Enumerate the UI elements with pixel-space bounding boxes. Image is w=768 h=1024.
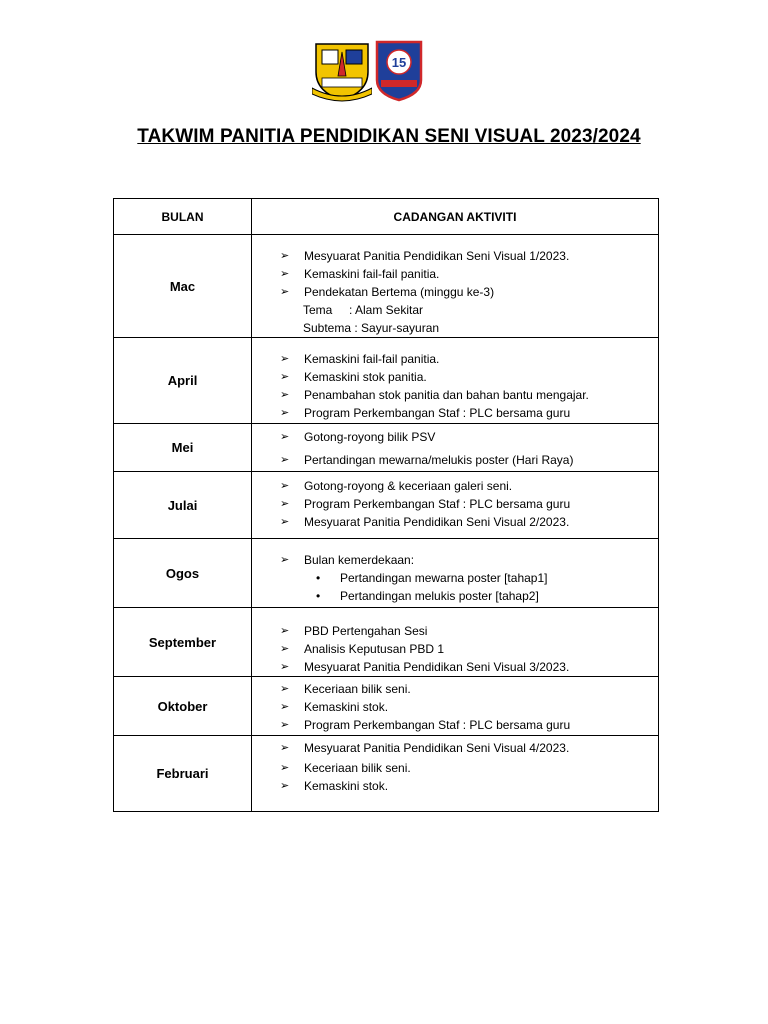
- activity-item: ➢ Analisis Keputusan PBD 1: [280, 642, 445, 656]
- activity-item: ➢ Mesyuarat Panitia Pendidikan Seni Visual 1/2023.: [280, 249, 570, 263]
- arrow-bullet-icon: ➢: [280, 780, 290, 792]
- arrow-bullet-icon: ➢: [280, 625, 290, 637]
- activities-cell: [252, 472, 659, 539]
- arrow-bullet-icon: ➢: [280, 431, 290, 443]
- activity-item: ➢ Keceriaan bilik seni.: [280, 682, 411, 696]
- svg-text:15: 15: [391, 55, 407, 70]
- month-cell: Ogos: [114, 539, 252, 608]
- arrow-bullet-icon: ➢: [280, 250, 290, 262]
- arrow-bullet-icon: ➢: [280, 407, 290, 419]
- arrow-bullet-icon: ➢: [280, 371, 290, 383]
- activities-cell: [252, 424, 659, 472]
- table-row: [114, 608, 659, 677]
- table-header-row: [114, 199, 659, 235]
- arrow-bullet-icon: ➢: [280, 683, 290, 695]
- arrow-bullet-icon: ➢: [280, 498, 290, 510]
- month-cell: Mei: [114, 424, 252, 472]
- activity-item: ➢ Penambahan stok panitia dan bahan bantu mengajar.: [280, 388, 589, 402]
- column-header-bulan: BULAN: [114, 199, 252, 235]
- activity-item: ➢ Pertandingan mewarna/melukis poster (Hari Raya): [280, 453, 574, 467]
- activity-item: ➢ Gotong-royong bilik PSV: [280, 430, 436, 444]
- month-cell: Februari: [114, 736, 252, 812]
- activity-item: ➢ Kemaskini fail-fail panitia.: [280, 267, 440, 281]
- table-row: [114, 235, 659, 338]
- activity-item: ➢ Program Perkembangan Staf : PLC bersama guru: [280, 406, 571, 420]
- subtema-line: Subtema : Sayur-sayuran: [303, 321, 440, 335]
- activity-item: ➢ Program Perkembangan Staf : PLC bersama guru: [280, 497, 571, 511]
- month-cell: September: [114, 608, 252, 677]
- activities-cell: [252, 677, 659, 736]
- column-header-cadangan-aktiviti: CADANGAN AKTIVITI: [252, 199, 659, 235]
- month-cell: Oktober: [114, 677, 252, 736]
- arrow-bullet-icon: ➢: [280, 389, 290, 401]
- sub-activity-item: • Pertandingan melukis poster [tahap2]: [316, 589, 539, 603]
- activities-cell: [252, 539, 659, 608]
- activities-cell: [252, 608, 659, 677]
- arrow-bullet-icon: ➢: [280, 742, 290, 754]
- arrow-bullet-icon: ➢: [280, 719, 290, 731]
- activities-cell: [252, 235, 659, 338]
- arrow-bullet-icon: ➢: [280, 286, 290, 298]
- activity-item: ➢ Gotong-royong & keceriaan galeri seni.: [280, 479, 513, 493]
- sk-parit-hasan-badge-logo: [375, 38, 423, 102]
- activity-item: ➢ Keceriaan bilik seni.: [280, 761, 411, 775]
- activity-item: ➢ Pendekatan Bertema (minggu ke-3): [280, 285, 495, 299]
- activity-item: ➢ Kemaskini stok.: [280, 700, 389, 714]
- arrow-bullet-icon: ➢: [280, 454, 290, 466]
- activity-item: ➢ Bulan kemerdekaan:: [280, 553, 415, 567]
- arrow-bullet-icon: ➢: [280, 554, 290, 566]
- activity-item: ➢ Program Perkembangan Staf : PLC bersama guru: [280, 718, 571, 732]
- calendar-table: [113, 198, 659, 812]
- activities-cell: [252, 338, 659, 424]
- table-row: [114, 472, 659, 539]
- sub-activity-item: • Pertandingan mewarna poster [tahap1]: [316, 571, 548, 585]
- activities-cell: [252, 736, 659, 812]
- arrow-bullet-icon: ➢: [280, 701, 290, 713]
- arrow-bullet-icon: ➢: [280, 268, 290, 280]
- table-row: [114, 736, 659, 812]
- arrow-bullet-icon: ➢: [280, 353, 290, 365]
- table-row: [114, 424, 659, 472]
- month-cell: April: [114, 338, 252, 424]
- month-cell: Julai: [114, 472, 252, 539]
- school-logos: [312, 38, 462, 104]
- activity-item: ➢ Kemaskini fail-fail panitia.: [280, 352, 440, 366]
- activity-item: ➢ Mesyuarat Panitia Pendidikan Seni Visual 4/2023.: [280, 741, 570, 755]
- arrow-bullet-icon: ➢: [280, 661, 290, 673]
- arrow-bullet-icon: ➢: [280, 762, 290, 774]
- school-crest-logo: [312, 38, 372, 102]
- month-cell: Mac: [114, 235, 252, 338]
- activity-item: ➢ Mesyuarat Panitia Pendidikan Seni Visual 3/2023.: [280, 660, 570, 674]
- arrow-bullet-icon: ➢: [280, 516, 290, 528]
- dot-bullet-icon: •: [316, 571, 321, 585]
- table-row: [114, 338, 659, 424]
- activity-item: ➢ PBD Pertengahan Sesi: [280, 624, 428, 638]
- arrow-bullet-icon: ➢: [280, 480, 290, 492]
- dot-bullet-icon: •: [316, 589, 321, 603]
- table-row: [114, 539, 659, 608]
- page-title: TAKWIM PANITIA PENDIDIKAN SENI VISUAL 2023/2024: [137, 126, 641, 147]
- activity-item: ➢ Kemaskini stok panitia.: [280, 370, 427, 384]
- activity-item: ➢ Kemaskini stok.: [280, 779, 389, 793]
- table-row: [114, 677, 659, 736]
- activity-item: ➢ Mesyuarat Panitia Pendidikan Seni Visual 2/2023.: [280, 515, 570, 529]
- arrow-bullet-icon: ➢: [280, 643, 290, 655]
- tema-line: Tema : Alam Sekitar: [303, 303, 424, 317]
